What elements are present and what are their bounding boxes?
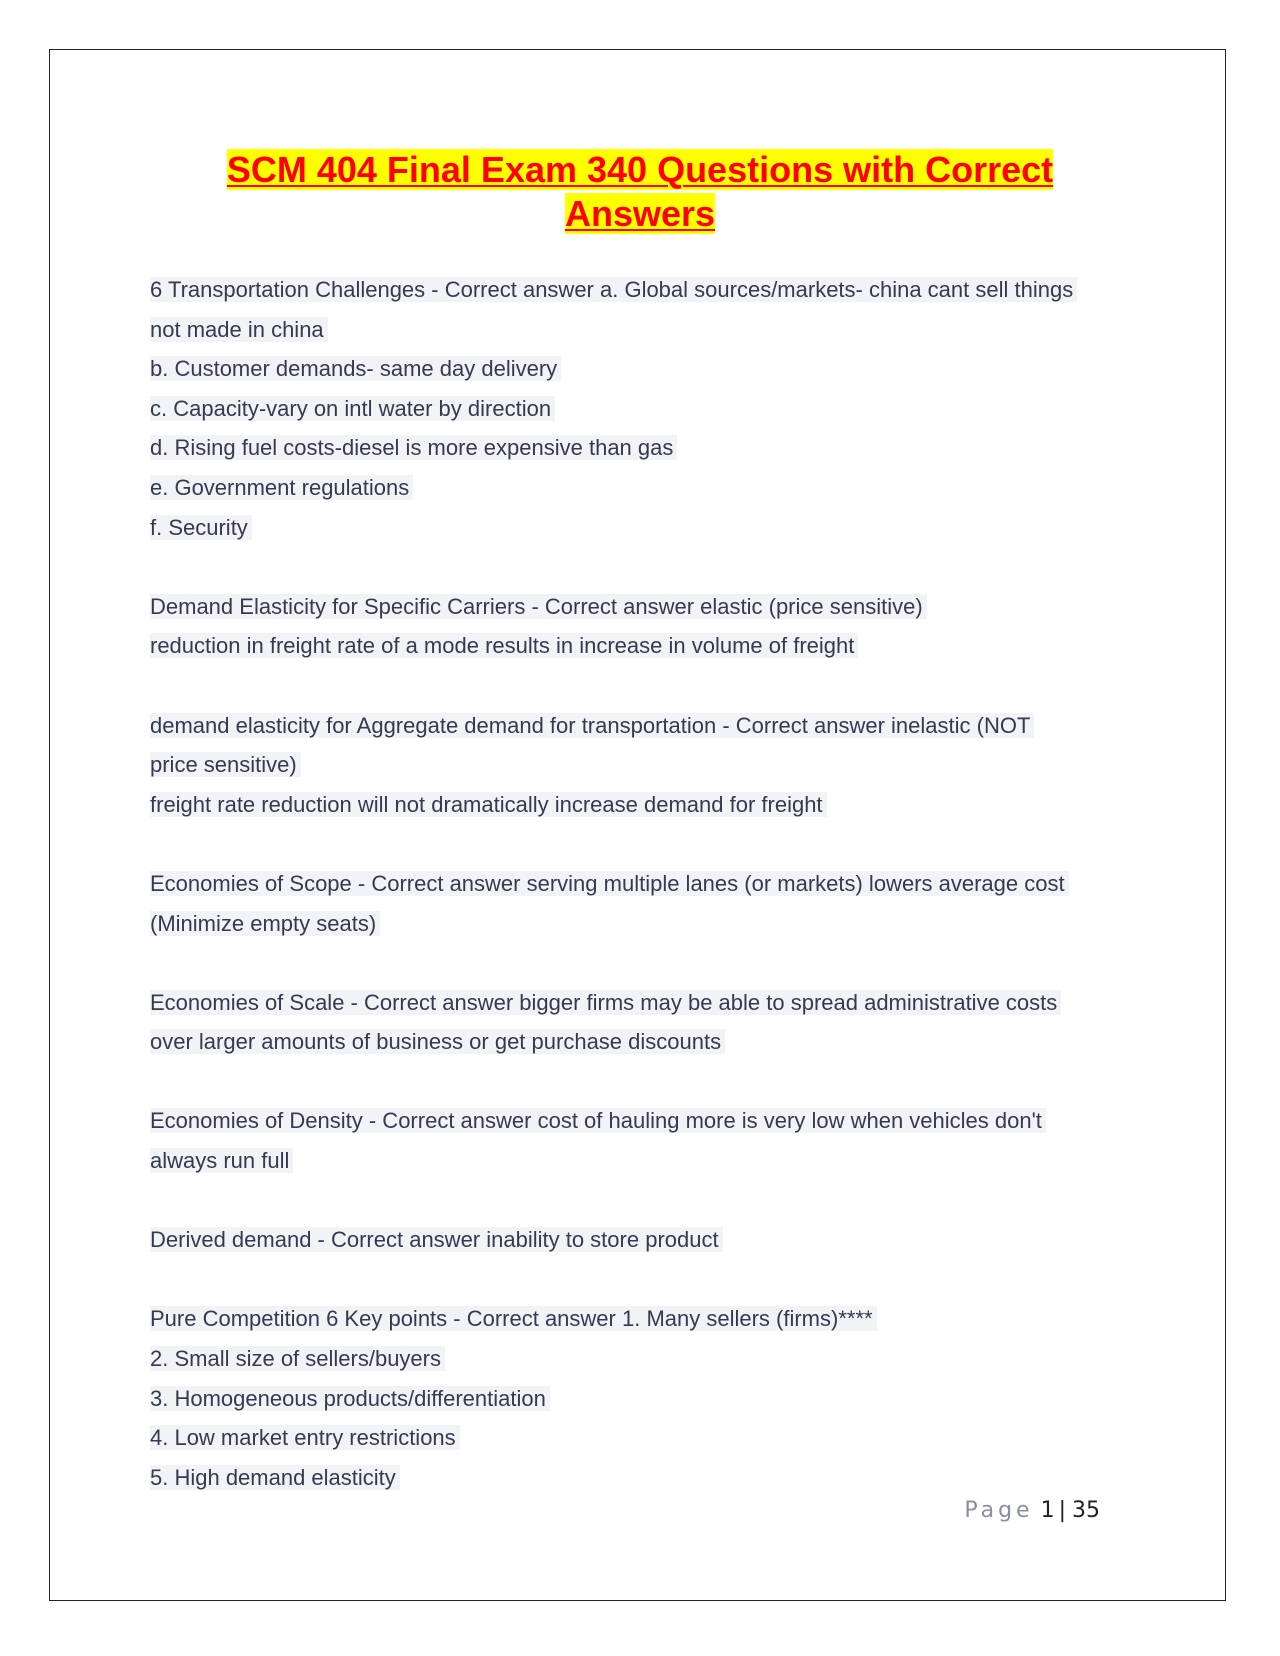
text-line bbox=[150, 1418, 1130, 1458]
text-line bbox=[150, 349, 1130, 389]
page-separator: | bbox=[1058, 1498, 1066, 1523]
blank-line bbox=[150, 1181, 1130, 1221]
document-title bbox=[150, 148, 1130, 236]
title-line-1 bbox=[150, 148, 1130, 192]
text-line bbox=[150, 745, 1130, 785]
blank-line bbox=[150, 1260, 1130, 1300]
title-text-2: Answers bbox=[564, 193, 716, 234]
text-line-content: 3. Homogeneous products/differentiation bbox=[150, 1386, 550, 1411]
text-line-content: Pure Competition 6 Key points - Correct answer 1. Many sellers (firms)**** bbox=[150, 1306, 877, 1331]
text-line-content: not made in china bbox=[150, 317, 328, 342]
text-line-content: demand elasticity for Aggregate demand for transportation - Correct answer inelastic (NOT bbox=[150, 713, 1034, 738]
text-line bbox=[150, 428, 1130, 468]
text-line bbox=[150, 785, 1130, 825]
text-line-content: 5. High demand elasticity bbox=[150, 1465, 400, 1490]
blank-line bbox=[150, 547, 1130, 587]
text-line-content: b. Customer demands- same day delivery bbox=[150, 356, 561, 381]
text-line-content: Economies of Density - Correct answer cost of hauling more is very low when vehicles don't bbox=[150, 1108, 1046, 1133]
text-line-content: d. Rising fuel costs-diesel is more expensive than gas bbox=[150, 435, 677, 460]
text-line bbox=[150, 1022, 1130, 1062]
text-line-content: 2. Small size of sellers/buyers bbox=[150, 1346, 445, 1371]
text-line bbox=[150, 310, 1130, 350]
title-text-1: SCM 404 Final Exam 340 Questions with Correct bbox=[226, 149, 1054, 190]
text-line bbox=[150, 468, 1130, 508]
text-line-content: freight rate reduction will not dramatically increase demand for freight bbox=[150, 792, 827, 817]
page-footer bbox=[964, 1498, 1100, 1523]
text-line bbox=[150, 983, 1130, 1023]
text-line bbox=[150, 1220, 1130, 1260]
blank-line bbox=[150, 1062, 1130, 1102]
text-line-content: Demand Elasticity for Specific Carriers - Correct answer elastic (price sensitive) bbox=[150, 594, 927, 619]
title-line-2 bbox=[150, 192, 1130, 236]
text-line-content: reduction in freight rate of a mode results in increase in volume of freight bbox=[150, 633, 858, 658]
text-line bbox=[150, 1458, 1130, 1498]
text-line bbox=[150, 864, 1130, 904]
blank-line bbox=[150, 943, 1130, 983]
text-line bbox=[150, 1339, 1130, 1379]
text-line bbox=[150, 508, 1130, 548]
text-line-content: e. Government regulations bbox=[150, 475, 413, 500]
text-line-content: 4. Low market entry restrictions bbox=[150, 1425, 460, 1450]
document-body bbox=[150, 270, 1130, 1497]
text-line-content: Economies of Scale - Correct answer bigger firms may be able to spread administrative costs bbox=[150, 990, 1061, 1015]
text-line-content: Derived demand - Correct answer inability to store product bbox=[150, 1227, 723, 1252]
text-line-content: f. Security bbox=[150, 515, 252, 540]
text-line bbox=[150, 706, 1130, 746]
text-line bbox=[150, 587, 1130, 627]
text-line bbox=[150, 904, 1130, 944]
text-line-content: price sensitive) bbox=[150, 752, 301, 777]
text-line bbox=[150, 389, 1130, 429]
text-line bbox=[150, 1299, 1130, 1339]
text-line bbox=[150, 626, 1130, 666]
text-line-content: Economies of Scope - Correct answer serving multiple lanes (or markets) lowers average cost bbox=[150, 871, 1069, 896]
text-line-content: 6 Transportation Challenges - Correct answer a. Global sources/markets- china cant sell things bbox=[150, 277, 1077, 302]
blank-line bbox=[150, 824, 1130, 864]
text-line bbox=[150, 270, 1130, 310]
page-total: 35 bbox=[1072, 1498, 1100, 1523]
page-current: 1 bbox=[1040, 1498, 1055, 1523]
blank-line bbox=[150, 666, 1130, 706]
text-line-content: over larger amounts of business or get purchase discounts bbox=[150, 1029, 725, 1054]
text-line-content: (Minimize empty seats) bbox=[150, 911, 380, 936]
text-line bbox=[150, 1379, 1130, 1419]
text-line bbox=[150, 1141, 1130, 1181]
text-line-content: c. Capacity-vary on intl water by direction bbox=[150, 396, 555, 421]
page-label: Page bbox=[964, 1498, 1034, 1523]
text-line bbox=[150, 1101, 1130, 1141]
text-line-content: always run full bbox=[150, 1148, 293, 1173]
